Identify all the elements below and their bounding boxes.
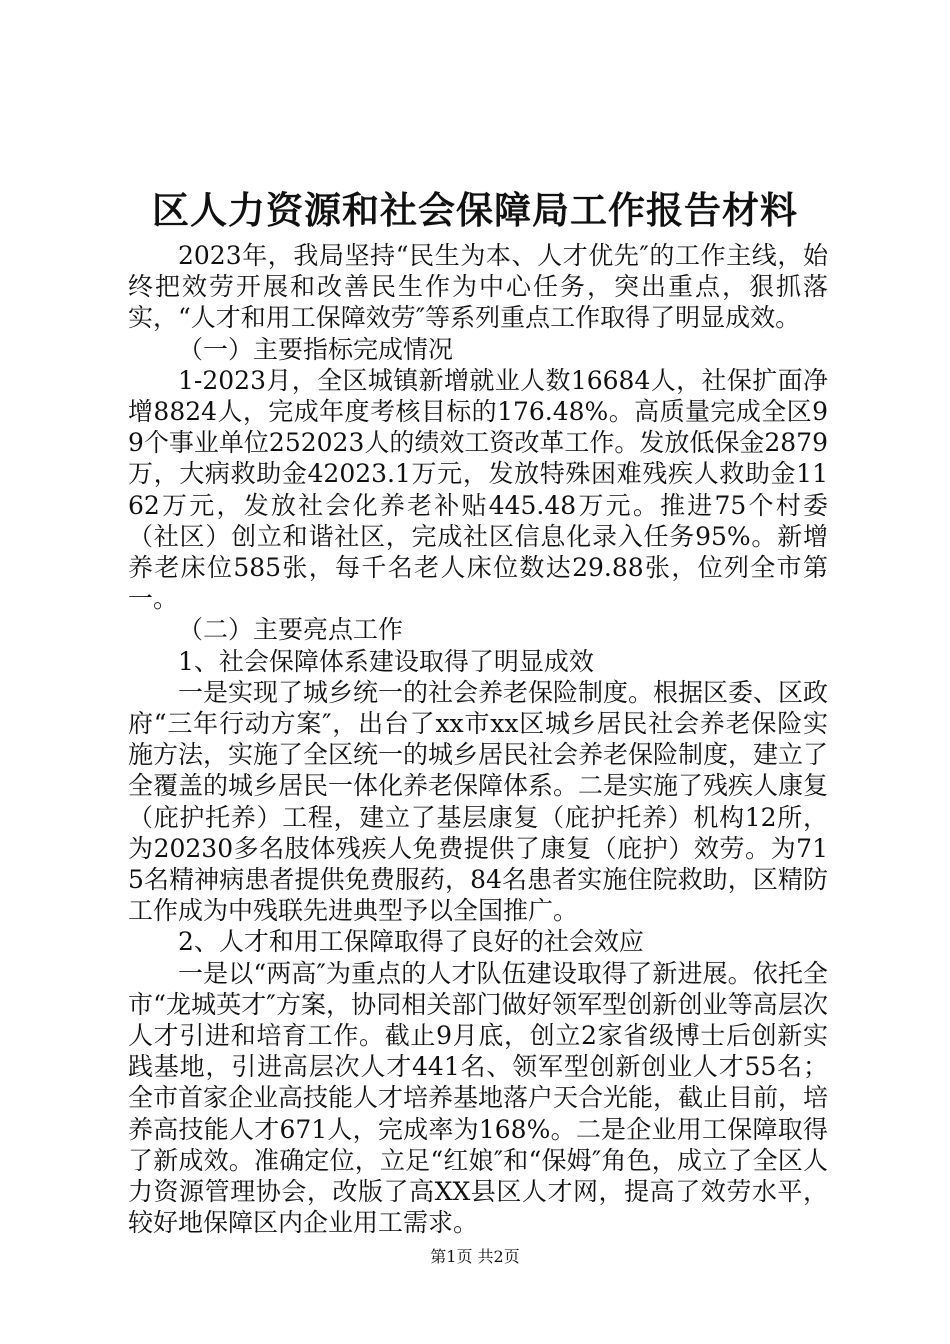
- page-number-footer: 第1页 共2页: [430, 1247, 520, 1266]
- section-heading-highlights: （二）主要亮点工作: [178, 615, 404, 645]
- main-indicators-paragraph: 1-2023月，全区城镇新增就业人数16684人，社保扩面净增8824人，完成年度考核目标的176.48%。高质量完成全区99个事业单位252023人的绩效工资改革工作。发放低保金2879万，大病救助金42023.1万元，发放特殊困难残疾人救助金1162万元，发放社会化养老补贴445.48万元。推进75个村委（社区）创立和谐社区，完成社区信息化录入任务95%。新增养老床位585张，每千名老人床位数达29.88张，位列全市第一。: [128, 365, 828, 614]
- social-security-paragraph: 一是实现了城乡统一的社会养老保险制度。根据区委、区政府“三年行动方案″，出台了xx市xx区城乡居民社会养老保险实施方法，实施了全区统一的城乡居民社会养老保险制度，建立了全覆盖的城乡居民一体化养老保障体系。二是实施了残疾人康复（庇护托养）工程，建立了基层康复（庇护托养）机构12所，为20230多名肢体残疾人免费提供了康复（庇护）效劳。为715名精神病患者提供免费服药，84名患者实施住院救助，区精防工作成为中残联先进典型予以全国推广。: [128, 677, 829, 926]
- item-heading-social-security: 1、社会保障体系建设取得了明显成效: [178, 646, 594, 676]
- intro-paragraph: 2023年，我局坚持“民生为本、人才优先″的工作主线，始终把效劳开展和改善民生作为中心任务，突出重点，狠抓落实，“人才和用工保障效劳″等系列重点工作取得了明显成效。: [128, 241, 828, 333]
- section-heading-main-indicators: （一）主要指标完成情况: [178, 334, 454, 364]
- item-heading-talent-employment: 2、人才和用工保障取得了良好的社会效应: [178, 927, 644, 957]
- document-title: 区人力资源和社会保障局工作报告材料: [152, 188, 798, 232]
- document-body: [128, 240, 828, 1239]
- talent-employment-paragraph: 一是以“两高″为重点的人才队伍建设取得了新进展。依托全市“龙城英才″方案，协同相关部门做好领军型创新创业等高层次人才引进和培育工作。截止9月底，创立2家省级博士后创新实践基地，引进高层次人才441名、领军型创新创业人才55名；全市首家企业高技能人才培养基地落户天合光能，截止目前，培养高技能人才671人，完成率为168%。二是企业用工保障取得了新成效。准确定位，立足“红娘″和“保姆″角色，成立了全区人力资源管理协会，改版了高XX县区人才网，提高了效劳水平，较好地保障区内企业用工需求。: [128, 958, 829, 1238]
